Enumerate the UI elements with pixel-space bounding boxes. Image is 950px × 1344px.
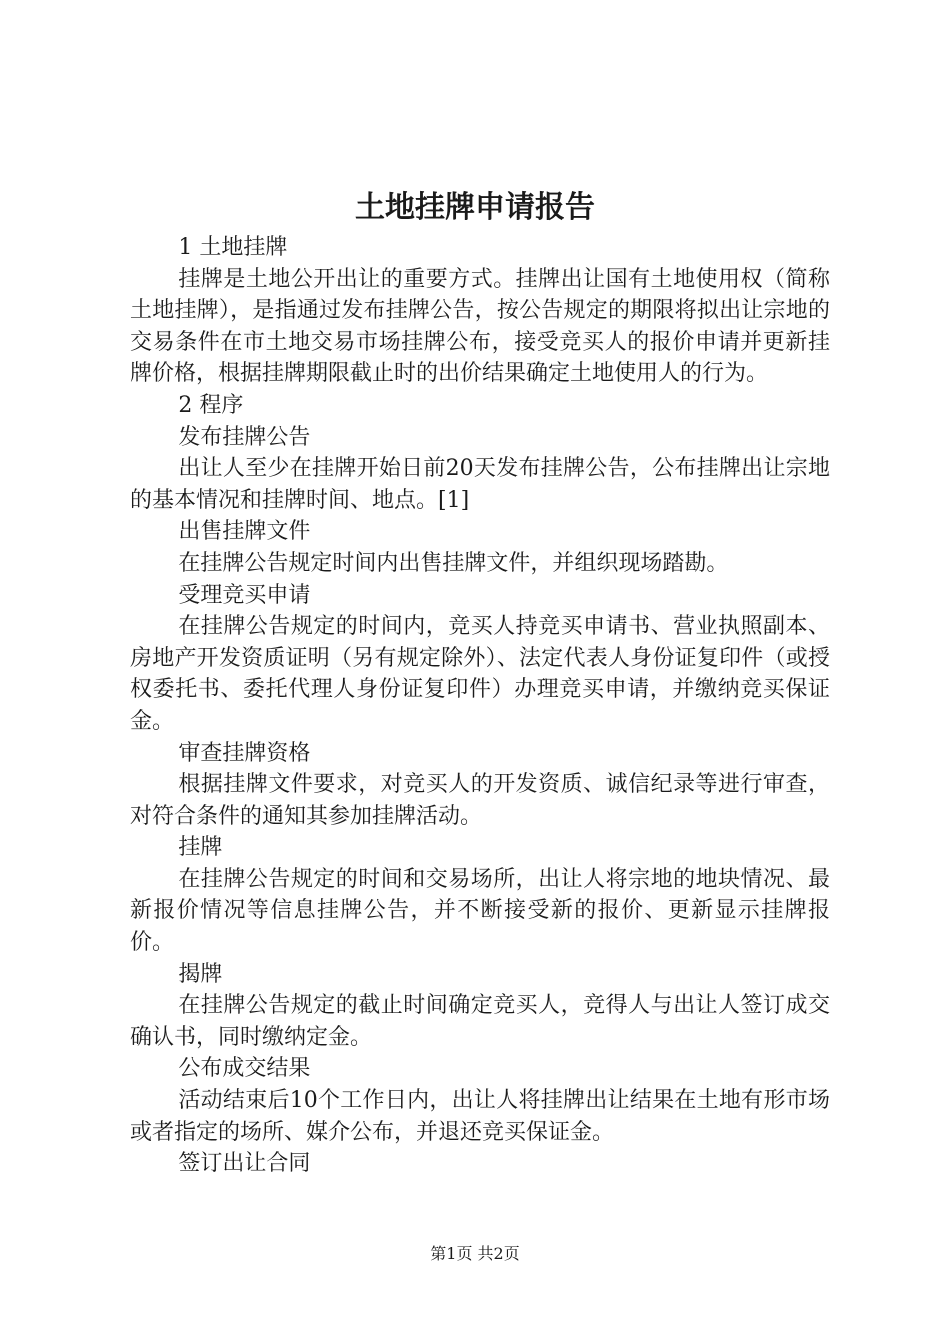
document-title: 土地挂牌申请报告 <box>355 190 595 225</box>
step-heading: 挂牌 <box>178 835 223 861</box>
step-heading: 签订出让合同 <box>178 1151 311 1177</box>
paragraph: 在挂牌公告规定时间内出售挂牌文件，并组织现场踏勘。 <box>178 550 729 576</box>
step-heading: 公布成交结果 <box>178 1056 311 1082</box>
paragraph: 在挂牌公告规定的截止时间确定竞买人，竞得人与出让人签订成交确认书，同时缴纳定金。 <box>130 993 830 1050</box>
step-heading: 发布挂牌公告 <box>178 424 311 450</box>
document-body <box>130 232 830 1180</box>
step-heading: 揭牌 <box>178 961 223 987</box>
paragraph: 根据挂牌文件要求，对竞买人的开发资质、诚信纪录等进行审查，对符合条件的通知其参加挂牌活动。 <box>130 772 830 829</box>
section-heading-1: 1 土地挂牌 <box>178 235 288 260</box>
step-heading: 受理竞买申请 <box>178 582 311 608</box>
page-footer: 第1页 共2页 <box>430 1244 520 1263</box>
step-heading: 审查挂牌资格 <box>178 740 311 766</box>
paragraph: 挂牌是土地公开出让的重要方式。挂牌出让国有土地使用权（简称土地挂牌），是指通过发布挂牌公告，按公告规定的期限将拟出让宗地的交易条件在市土地交易市场挂牌公布，接受竞买人的报价申请并更新挂牌价格，根据挂牌期限截止时的出价结果确定土地使用人的行为。 <box>130 266 830 387</box>
paragraph: 在挂牌公告规定的时间和交易场所，出让人将宗地的地块情况、最新报价情况等信息挂牌公告，并不断接受新的报价、更新显示挂牌报价。 <box>130 866 830 956</box>
paragraph: 活动结束后10个工作日内，出让人将挂牌出让结果在土地有形市场或者指定的场所、媒介公布，并退还竞买保证金。 <box>130 1088 830 1145</box>
step-heading: 出售挂牌文件 <box>178 519 311 545</box>
section-heading-2: 2 程序 <box>178 392 244 418</box>
paragraph: 在挂牌公告规定的时间内，竞买人持竞买申请书、营业执照副本、房地产开发资质证明（另有规定除外）、法定代表人身份证复印件（或授权委托书、委托代理人身份证复印件）办理竞买申请，并缴纳竞买保证金。 <box>130 614 830 734</box>
paragraph: 出让人至少在挂牌开始日前20天发布挂牌公告，公布挂牌出让宗地的基本情况和挂牌时间、地点。[1] <box>130 456 830 513</box>
